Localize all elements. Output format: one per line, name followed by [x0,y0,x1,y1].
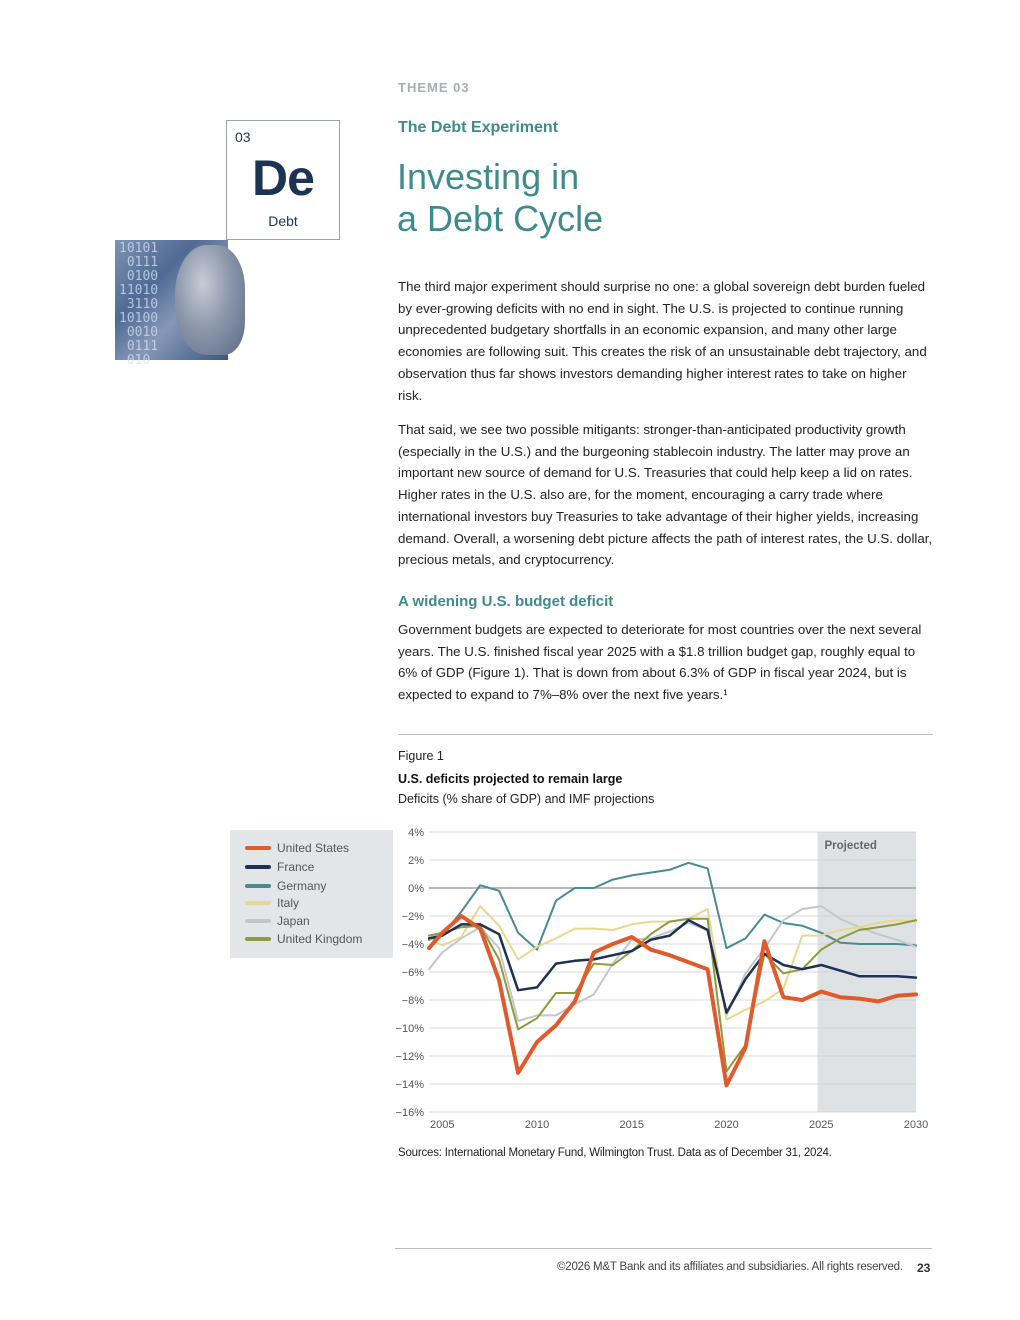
figure-title: U.S. deficits projected to remain large [398,772,623,786]
legend-swatch [245,901,271,905]
legend-swatch [245,919,271,923]
y-tick-label: 0% [408,883,424,895]
page-title [397,156,603,240]
banknote-portrait-image [115,240,228,368]
x-tick-label: 2030 [903,1119,929,1131]
section-subtitle: The Debt Experiment [398,119,559,136]
chart-legend [230,830,393,958]
element-tile [226,120,340,240]
theme-label: THEME 03 [398,80,470,95]
page-title-line-2: a Debt Cycle [397,198,604,239]
legend-item-japan [245,912,310,930]
y-tick-label: −4% [401,939,424,951]
body-paragraph-1: The third major experiment should surprise no one: a global sovereign debt burden fueled by ever-growing deficits with no end in sight. The U.S. is projected to continue running unprecedented budgetary shortfalls in an economic expansion, and many other large economies are following suit. This creates the risk of an unsustainable debt trajectory, and observation thus far shows investors demanding higher interest rates to take on higher risk. [398,279,927,403]
element-name: Debt [268,213,298,229]
legend-label: United States [277,841,350,855]
legend-item-united-kingdom [245,930,362,948]
x-tick-label: 2015 [619,1119,645,1131]
page-number: 23 [917,1261,931,1275]
body-paragraph-3: Government budgets are expected to deteriorate for most countries over the next several years. The U.S. finished fiscal year 2025 with a $1.8 trillion budget gap, roughly equal to 6% of GDP (Figure 1). That is down from about 6.3% of GDP in fiscal year 2024, but is expected to expand to 7%–8% over the next five years.¹ [398,622,922,703]
legend-swatch [245,846,271,850]
legend-item-france [245,858,314,876]
y-tick-label: −12% [395,1051,424,1063]
projected-label: Projected [824,840,877,852]
page-title-line-1: Investing in [397,156,580,197]
figure-sources: Sources: International Monetary Fund, Wilmington Trust. Data as of December 31, 2024. [398,1147,832,1159]
figure-divider [398,734,933,735]
y-tick-label: 2% [408,855,424,867]
portrait-face [175,245,245,355]
legend-item-italy [245,894,299,912]
legend-swatch [245,865,271,869]
legend-label: Japan [277,914,310,928]
deficit-line-chart [395,820,935,1140]
binary-digits-overlay: 10101 0111 0100 11010 3110 10100 0010 0111 010 [119,241,159,368]
y-tick-label: −14% [395,1079,424,1091]
legend-label: Germany [277,879,327,893]
legend-swatch [245,884,271,888]
y-tick-label: −6% [401,967,424,979]
legend-item-germany [245,877,326,895]
y-tick-label: −8% [401,995,424,1007]
footer-copyright: ©2026 M&T Bank and its affiliates and subsidiaries. All rights reserved. [557,1261,903,1273]
x-tick-label: 2005 [430,1119,455,1131]
section-heading: A widening U.S. budget deficit [398,593,614,610]
legend-item-united-states [245,839,349,857]
footer-divider [395,1248,932,1249]
legend-label: Italy [277,896,300,910]
y-tick-label: −2% [401,911,424,923]
body-paragraph-2: That said, we see two possible mitigants: stronger-than-anticipated productivity growth (especially in the U.S.) and the burgeoning stablecoin industry. The latter may prove an important new source of demand for U.S. Treasuries that could help keep a lid on rates. Higher rates in the U.S. also are, for the moment, encouraging a carry trade where international investors buy Treasuries to take advantage of their higher yields, increasing demand. Overall, a worsening debt picture affects the path of interest rates, the U.S. dollar, precious metals, and cryptocurrency. [398,422,933,568]
x-tick-label: 2025 [809,1119,834,1131]
figure-label: Figure 1 [398,749,444,763]
y-tick-label: −16% [395,1107,424,1119]
y-tick-label: 4% [408,827,424,839]
legend-label: United Kingdom [277,932,363,946]
x-tick-label: 2020 [714,1119,739,1131]
legend-swatch [245,937,271,941]
y-tick-label: −10% [395,1023,424,1035]
legend-label: France [277,860,315,874]
figure-subtitle: Deficits (% share of GDP) and IMF projections [398,792,655,806]
element-symbol: De [252,150,314,206]
x-tick-label: 2010 [524,1119,550,1131]
element-number: 03 [235,129,251,145]
